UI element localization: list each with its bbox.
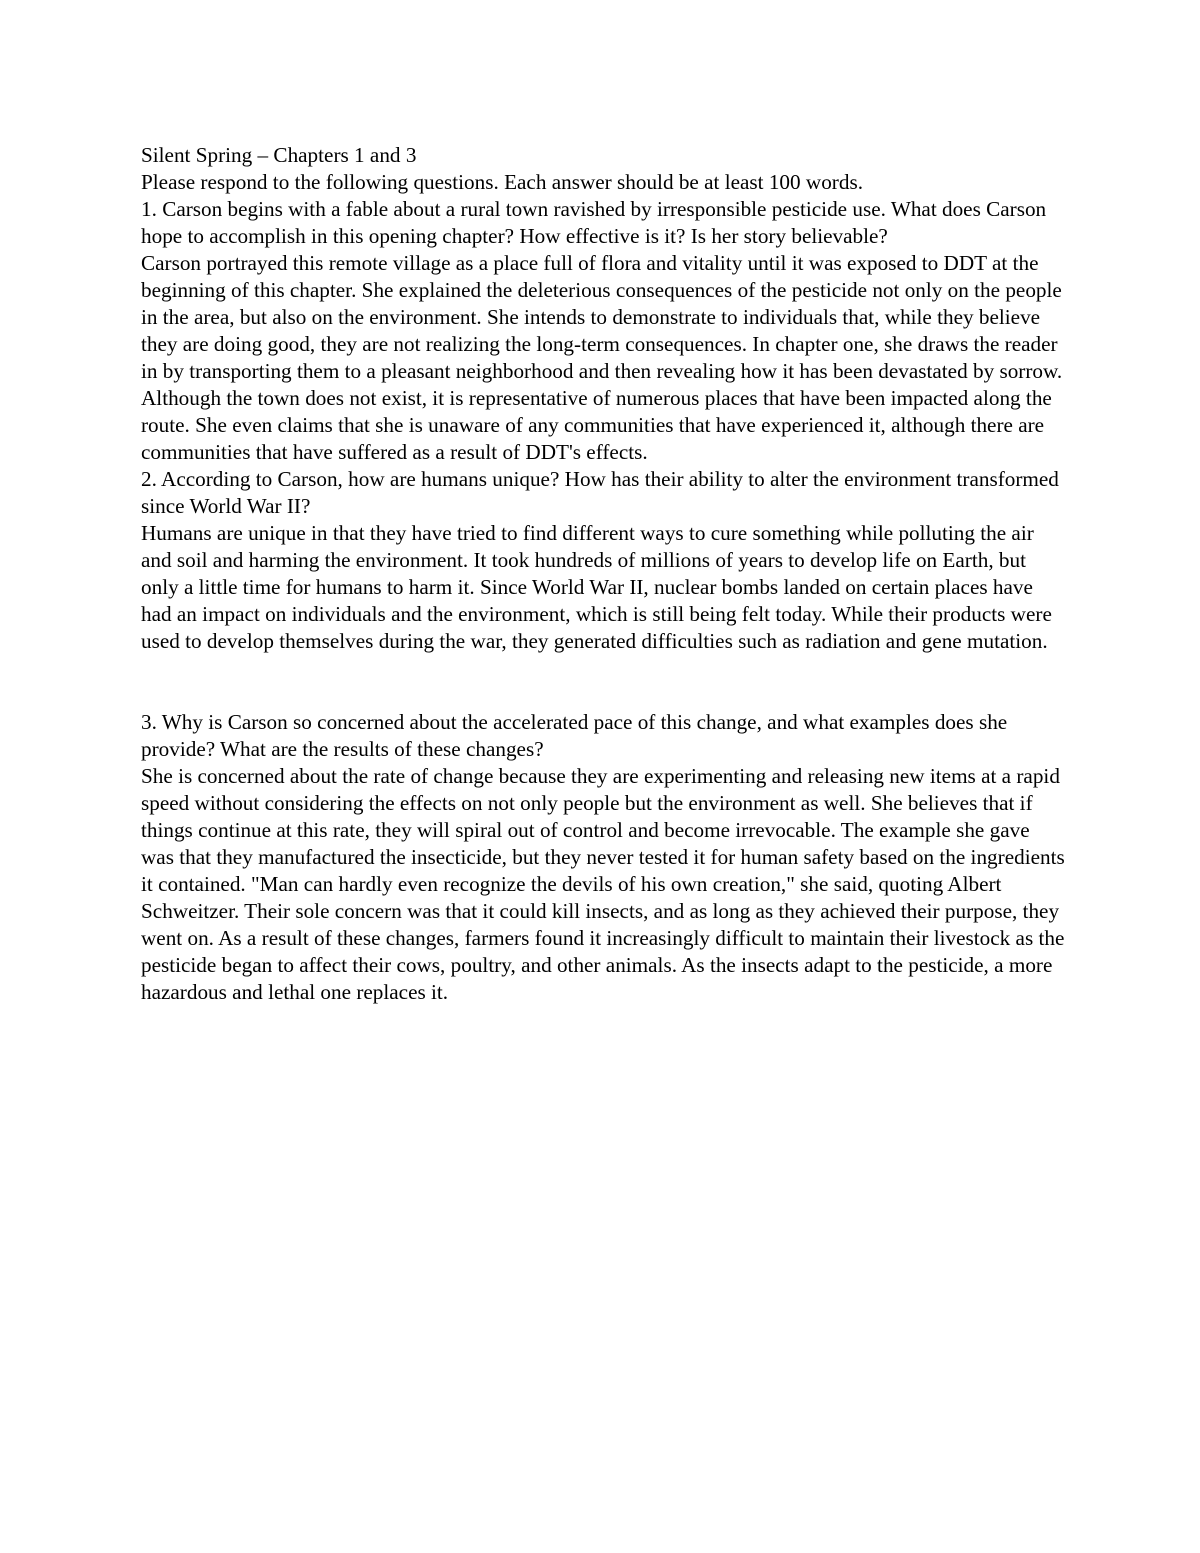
question-1: 1. Carson begins with a fable about a rural town ravished by irresponsible pesticide use. What does Carson hope to accomplish in this opening chapter? How effective is it? Is her story believable?: [141, 197, 1047, 248]
answer-3: She is concerned about the rate of change because they are experimenting and releasing new items at a rapid speed without considering the effects on not only people but the environment as well. She believes that if things continue at this rate, they will spiral out of control and become irrevocable. The example she gave was that they manufactured the insecticide, but they never tested it for human safety based on the ingredients it contained. "Man can hardly even recognize the devils of his own creation," she said, quoting Albert Schweitzer. Their sole concern was that it could kill insects, and as long as they achieved their purpose, they went on. As a result of these changes, farmers found it increasingly difficult to maintain their livestock as the pesticide began to affect their cows, poultry, and other animals. As the insects adapt to the pesticide, a more hazardous and lethal one replaces it.: [141, 764, 1065, 1004]
document-title: Silent Spring – Chapters 1 and 3: [141, 143, 417, 167]
question-2: 2. According to Carson, how are humans unique? How has their ability to alter the environment transformed since World War II?: [141, 467, 1059, 518]
instructions: Please respond to the following questions. Each answer should be at least 100 words.: [141, 170, 863, 194]
question-3: 3. Why is Carson so concerned about the accelerated pace of this change, and what examples does she provide? What are the results of these changes?: [141, 710, 1008, 761]
answer-1: Carson portrayed this remote village as a place full of flora and vitality until it was exposed to DDT at the beginning of this chapter. She explained the deleterious consequences of the pesticide not only on the people in the area, but also on the environment. She intends to demonstrate to individuals that, while they believe they are doing good, they are not realizing the long-term consequences. In chapter one, she draws the reader in by transporting them to a pleasant neighborhood and then revealing how it has been devastated by sorrow. Although the town does not exist, it is representative of numerous places that have been impacted along the route. She even claims that she is unaware of any communities that have experienced it, although there are communities that have suffered as a result of DDT's effects.: [141, 251, 1063, 464]
answer-2: Humans are unique in that they have tried to find different ways to cure something while polluting the air and soil and harming the environment. It took hundreds of millions of years to develop life on Earth, but only a little time for humans to harm it. Since World War II, nuclear bombs landed on certain places have had an impact on individuals and the environment, which is still being felt today. While their products were used to develop themselves during the war, they generated difficulties such as radiation and gene mutation.: [141, 521, 1052, 653]
document-body: [141, 142, 1066, 1006]
